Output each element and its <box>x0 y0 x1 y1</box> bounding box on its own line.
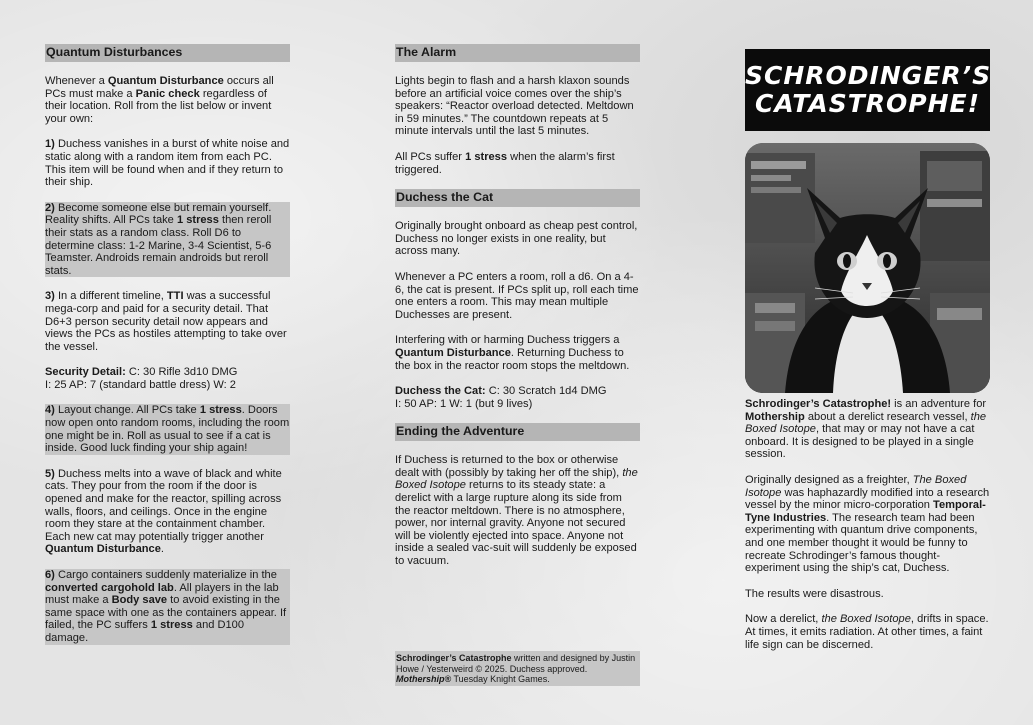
derelict-paragraph: Now a derelict, the Boxed Isotope, drifts in space. At times, it emits radiation. At other times, a faint life sign can be discerned. <box>745 613 989 651</box>
disturbance-item-5: 5) Duchess melts into a wave of black and white cats. They pour from the room if the door is opened and make for the reactor, spilling across walls, floors, and ceilings. Once in the engine room they stare at the containment chamber. Each new cat may potentially trigger another Quantum Disturbance. <box>45 467 282 556</box>
disturbance-item-1: 1) Duchess vanishes in a burst of white noise and static along with a random item from each PC. This item will be found when and if they return to their ship. <box>45 138 290 189</box>
disturbance-item-2: 2) Become someone else but remain yourself. Reality shifts. All PCs take 1 stress then reroll their stats as a random class. Roll D6 to determine class: 1-2 Marine, 3-4 Scientist, 5-6 Teamster. Androids remain androids but reroll stats. <box>45 202 290 278</box>
results-paragraph: The results were disastrous. <box>745 587 884 600</box>
alarm-stress-paragraph: All PCs suffer 1 stress when the alarm’s first triggered. <box>395 150 615 176</box>
duchess-paragraph-3: Interfering with or harming Duchess triggers a Quantum Disturbance. Returning Duchess to the box in the reactor room stops the meltdown. <box>395 334 630 372</box>
quantum-intro-paragraph: Whenever a Quantum Disturbance occurs all PCs must make a Panic check regardless of their location. Roll from the list below or invent your own: <box>45 75 274 125</box>
title-line-1: SCHRODINGER’S <box>745 61 992 90</box>
ship-history-paragraph: Originally designed as a freighter, The Boxed Isotope was haphazardly modified into a research vessel by the minor micro-corporation Temporal-Tyne Industries. The research team had been experimenting with quantum drive components, and one member thought it would be funny to recreate Schrodinger’s famous thought-experiment using the ship’s cat, Duchess. <box>745 473 990 575</box>
column-quantum-disturbances <box>45 44 290 658</box>
alarm-paragraph: Lights begin to flash and a harsh klaxon sounds before an artificial voice comes over the ship’s speakers: “Reactor overload detected. Meltdown in 59 minutes.” The countdown repeats at 5 minute intervals until the last 5 minutes. <box>395 75 634 138</box>
security-detail-stats: Security Detail: C: 30 Rifle 3d10 DMG I: 25 AP: 7 (standard battle dress) W: 2 <box>45 366 238 391</box>
title-line-2: CATASTROPHE! <box>754 89 981 118</box>
duchess-stats: Duchess the Cat: C: 30 Scratch 1d4 DMG I: 50 AP: 1 W: 1 (but 9 lives) <box>395 385 607 410</box>
section-heading-ending: Ending the Adventure <box>395 423 640 441</box>
column-intro-text <box>745 398 990 664</box>
section-heading-duchess: Duchess the Cat <box>395 189 640 207</box>
duchess-paragraph-1: Originally brought onboard as cheap pest control, Duchess no longer exists in one reality, but across many. <box>395 220 638 258</box>
title-banner <box>745 49 990 131</box>
credits-box: Schrodinger’s Catastrophe written and designed by Justin Howe / Yesterweird © 2025. Duchess approved. Mothership® Tuesday Knight Games. <box>395 651 640 686</box>
disturbance-item-6: 6) Cargo containers suddenly materialize in the converted cargohold lab. All players in the lab must make a Body save to avoid existing in the same space with one as the containers appear. If failed, the PC suffers 1 stress and D100 damage. <box>45 569 290 645</box>
column-alarm-duchess-ending <box>395 44 640 581</box>
section-heading-quantum-disturbances: Quantum Disturbances <box>45 44 290 62</box>
disturbance-item-4: 4) Layout change. All PCs take 1 stress. Doors now open onto random rooms, including the room one might be in. Roll as usual to see if a cat is inside. Good luck finding your ship again! <box>45 404 290 455</box>
duchess-paragraph-2: Whenever a PC enters a room, roll a d6. On a 4-6, the cat is present. If PCs split up, roll each time one enters a room. This may mean multiple Duchesses are present. <box>395 270 639 321</box>
section-heading-alarm: The Alarm <box>395 44 640 62</box>
disturbance-item-3: 3) In a different timeline, TTI was a successful mega-corp and paid for a security detail. That D6+3 person security detail now appears and views the PCs as hostiles attempting to take over the vessel. <box>45 290 287 353</box>
cat-photo <box>745 143 990 393</box>
adventure-intro-paragraph: Schrodinger’s Catastrophe! is an adventure for Mothership about a derelict research vessel, the Boxed Isotope, that may or may not have a cat onboard. It is designed to be played in a single session. <box>745 398 987 461</box>
ending-paragraph: If Duchess is returned to the box or otherwise dealt with (possibly by taking her off the ship), the Boxed Isotope returns to its steady state: a derelict with a large rupture along its side from the reactor meltdown. There is no atmosphere, power, nor internal gravity. Anyone not secured will be violently ejected into space. Anyone not inside a sealed vac-suit will suddenly be exposed to vacuum. <box>395 454 638 568</box>
